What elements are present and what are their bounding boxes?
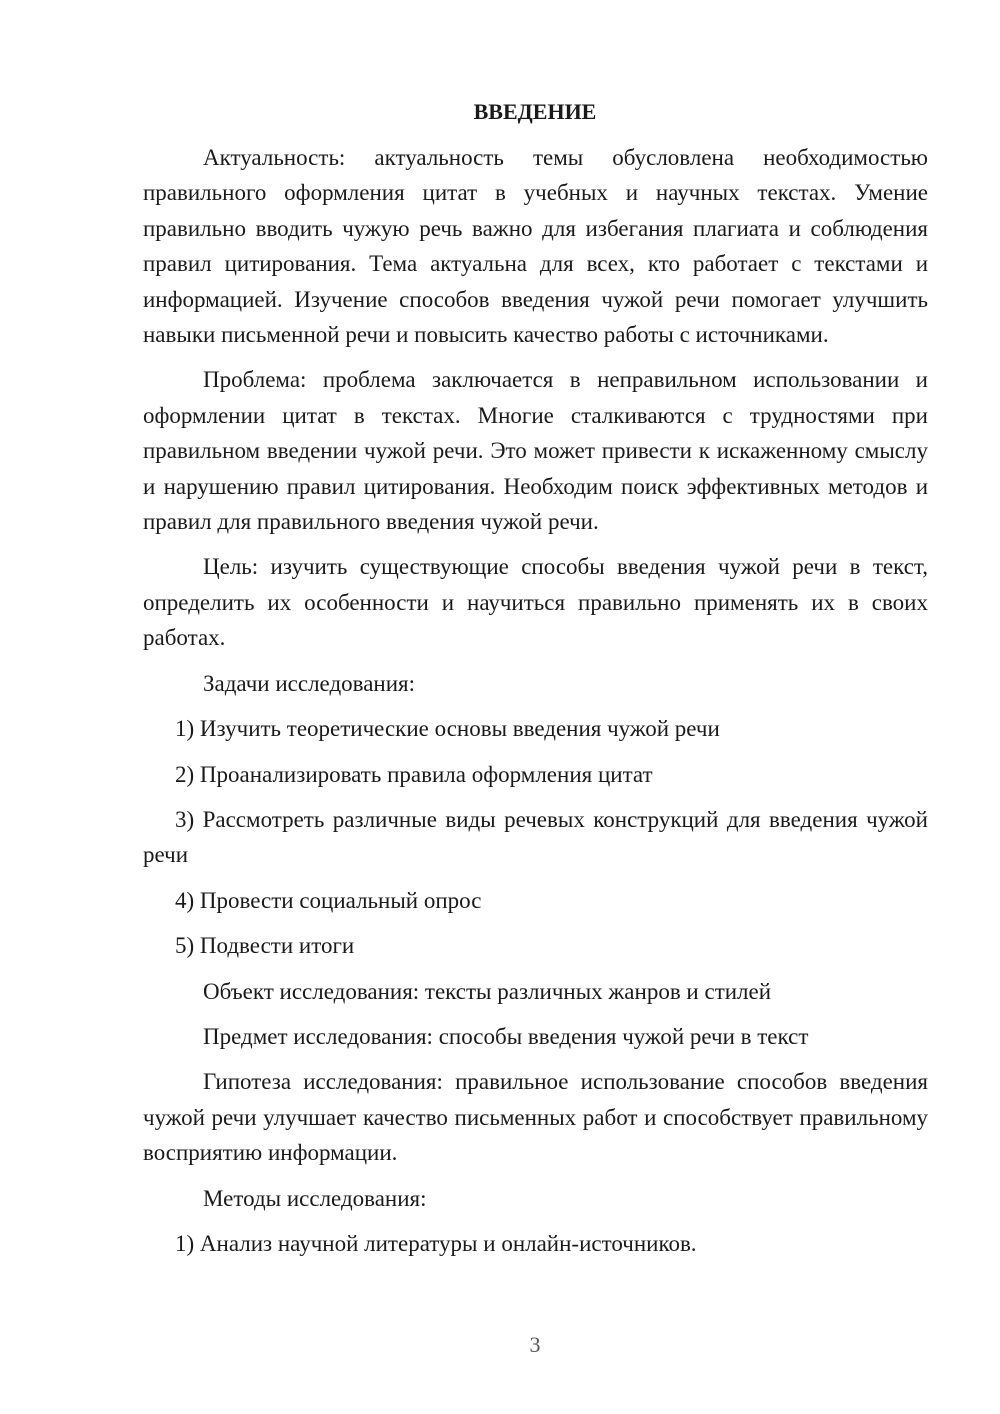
problem-paragraph: Проблема: проблема заключается в неправильном использовании и оформлении цитат в текстах. Многие сталкиваются с трудностями при правильном введении чужой речи. Это может привести к искаженному смыслу и нарушению правил цитирования. Необходим поиск эффективных методов и правил для правильного введения чужой речи. bbox=[143, 367, 928, 535]
method-item: 1) Анализ научной литературы и онлайн-источников. bbox=[175, 1230, 697, 1256]
task-item: 5) Подвести итоги bbox=[175, 933, 355, 959]
tasks-heading: Задачи исследования: bbox=[203, 670, 416, 696]
page-title: ВВЕДЕНИЕ bbox=[473, 99, 597, 124]
goal-paragraph: Цель: изучить существующие способы введения чужой речи в текст, определить их особенности и научиться правильно применять их в своих работах. bbox=[143, 554, 928, 651]
page-number: 3 bbox=[529, 1332, 541, 1357]
task-item: 2) Проанализировать правила оформления цитат bbox=[175, 761, 653, 787]
subject-paragraph: Предмет исследования: способы введения чужой речи в текст bbox=[203, 1023, 809, 1049]
task-item: 1) Изучить теоретические основы введения чужой речи bbox=[175, 716, 720, 742]
relevance-paragraph: Актуальность: актуальность темы обусловлена необходимостью правильного оформления цитат в учебных и научных текстах. Умение правильно вводить чужую речь важно для избегания плагиата и соблюдения правил цитирования. Тема актуальна для всех, кто работает с текстами и информацией. Изучение способов введения чужой речи помогает улучшить навыки письменной речи и повысить качество работы с источниками. bbox=[143, 145, 928, 348]
task-item: 3) Рассмотреть различные виды речевых конструкций для введения чужой речи bbox=[143, 806, 928, 868]
document-body bbox=[143, 140, 928, 1271]
task-item: 4) Провести социальный опрос bbox=[175, 887, 482, 913]
methods-heading: Методы исследования: bbox=[203, 1185, 427, 1211]
object-paragraph: Объект исследования: тексты различных жанров и стилей bbox=[203, 978, 772, 1004]
hypothesis-paragraph: Гипотеза исследования: правильное использование способов введения чужой речи улучшает качество письменных работ и способствует правильному восприятию информации. bbox=[143, 1069, 928, 1166]
